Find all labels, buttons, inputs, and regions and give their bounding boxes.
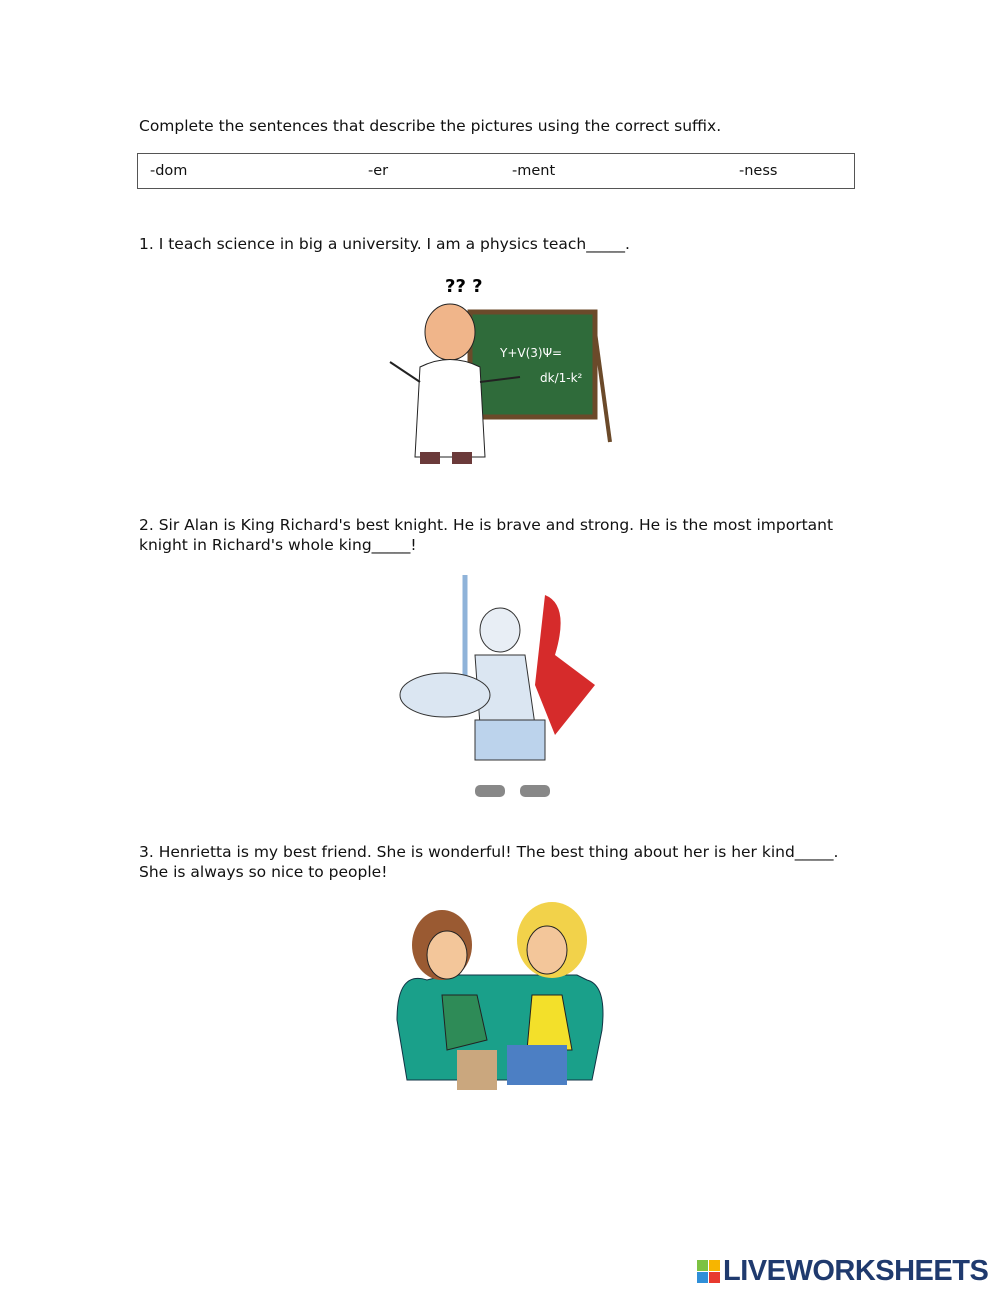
svg-text:Y+V(3)Ψ=: Y+V(3)Ψ= bbox=[500, 346, 563, 360]
liveworksheets-logo bbox=[697, 1255, 988, 1288]
suffix-dom: -dom bbox=[150, 163, 188, 179]
suffix-ness: -ness bbox=[739, 163, 778, 179]
scientist-image bbox=[380, 272, 615, 472]
question-1: 1. I teach science in big a university. I am a physics teach_____. bbox=[139, 235, 630, 253]
suffix-word-bank bbox=[137, 153, 855, 189]
svg-text:dk/1-k²: dk/1-k² bbox=[540, 371, 583, 385]
knight-image bbox=[395, 575, 605, 803]
logo-text: LIVEWORKSHEETS bbox=[723, 1255, 989, 1287]
question-3: 3. Henrietta is my best friend. She is wonderful! The best thing about her is her kind_____. She is always so nice to people! bbox=[139, 843, 839, 881]
instructions: Complete the sentences that describe the pictures using the correct suffix. bbox=[139, 117, 722, 135]
logo-blocks-icon bbox=[697, 1260, 720, 1283]
question-2: 2. Sir Alan is King Richard's best knight. He is brave and strong. He is the most important knight in Richard's whole king_____! bbox=[139, 516, 834, 554]
suffix-er: -er bbox=[368, 163, 389, 179]
friends-image bbox=[387, 900, 609, 1105]
svg-text:?? ?: ?? ? bbox=[445, 276, 483, 297]
suffix-ment: -ment bbox=[512, 163, 556, 179]
